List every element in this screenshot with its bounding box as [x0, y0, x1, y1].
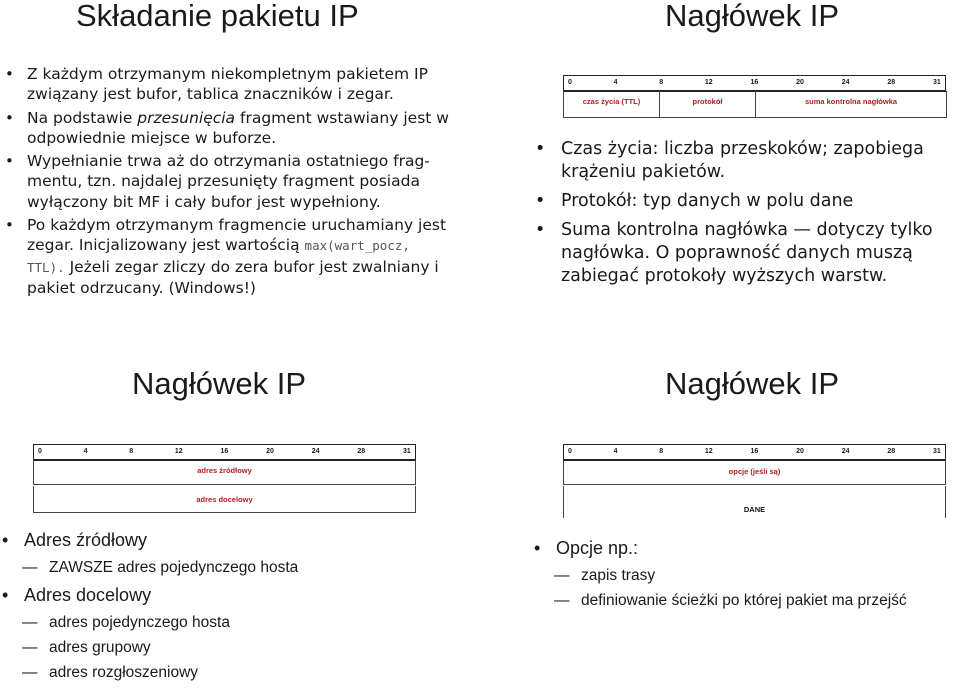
bit-tick-label: 8	[659, 448, 664, 455]
bit-tick-label: 24	[311, 448, 320, 455]
bit-tick-label: 31	[933, 448, 941, 455]
list-subitem	[0, 558, 440, 578]
bit-tick-label: 4	[613, 79, 618, 86]
list-subitem	[0, 663, 440, 683]
slide-1-bullet	[5, 215, 450, 298]
bullet-code: max(wart_pocz, TTL).	[27, 238, 410, 275]
dash-icon: —	[22, 614, 38, 631]
dash-icon: —	[22, 639, 38, 656]
item-text: Adres docelowy	[24, 585, 152, 605]
checksum-field: suma kontrolna nagłówka	[755, 91, 947, 118]
bullet-text: Z każdym otrzymanym niekompletnym pakietem IP związany jest bufor, tablica znaczników i zegar.	[27, 65, 428, 104]
slide-1-bullet-list	[5, 64, 450, 301]
ttl-field: czas życia (TTL)	[563, 91, 660, 118]
bullet-icon: •	[2, 585, 9, 605]
item-text: definiowanie ścieżki po której pakiet ma przejść	[581, 592, 907, 609]
bullet-text: Suma kontrolna nagłówka — dotyczy tylko nagłówka. O poprawność danych muszą zabiegać protokoły wyższych warstw.	[561, 220, 933, 286]
dash-icon: —	[554, 567, 570, 584]
bit-tick-label: 12	[704, 79, 713, 86]
bullet-icon: •	[5, 216, 14, 235]
slide-1-bullet	[5, 108, 450, 149]
item-text: Adres źródłowy	[24, 530, 148, 550]
slide-2-bullet	[535, 219, 945, 288]
bit-ruler	[33, 444, 416, 461]
slide-3-title: Nagłówek IP	[132, 366, 307, 401]
bullet-text: Jeżeli zegar zliczy do zera bufor jest zwalniany i pakiet odrzucany. (Windows!)	[27, 257, 439, 297]
ip-header-diagram	[33, 444, 416, 516]
bullet-icon: •	[534, 538, 541, 558]
bit-tick-label: 16	[750, 448, 759, 455]
dash-icon: —	[22, 559, 38, 576]
bullet-icon: •	[5, 108, 14, 127]
bit-tick-label: 8	[129, 448, 134, 455]
dash-icon: —	[554, 592, 570, 609]
bit-tick-label: 28	[357, 448, 366, 455]
source-address-field: adres źródłowy	[33, 460, 416, 485]
slide-2-bullet-list	[535, 138, 945, 294]
bullet-text: Wypełnianie trwa aż do otrzymania ostatniego frag-mentu, tzn. najdalej przesunięty fragment posiada wyłączony bit MF i cały bufor jest wypełniony.	[27, 152, 430, 211]
slide-4-title: Nagłówek IP	[665, 366, 840, 401]
bullet-text: Po każdym otrzymanym fragmencie uruchamiany jest zegar. Inicjalizowany jest wartością	[27, 216, 447, 255]
bit-tick-label: 16	[220, 448, 229, 455]
list-item	[532, 536, 952, 560]
bit-tick-label: 16	[750, 79, 759, 86]
data-field: DANE	[563, 486, 946, 518]
bullet-text: fragment wstawiany jest w odpowiednie miejsce w buforze.	[27, 108, 449, 147]
bullet-icon: •	[535, 220, 546, 240]
item-text: adres grupowy	[49, 639, 151, 656]
slide-2-title: Nagłówek IP	[665, 0, 840, 33]
bit-ruler	[563, 444, 946, 461]
slide-4-list	[532, 536, 952, 616]
list-subitem	[532, 566, 952, 586]
ip-header-diagram	[563, 75, 946, 119]
bit-tick-label: 31	[403, 448, 411, 455]
bit-ruler	[563, 75, 946, 92]
list-item	[0, 528, 440, 552]
bit-tick-label: 20	[796, 79, 804, 86]
bit-tick-label: 8	[659, 79, 664, 86]
bullet-icon: •	[5, 152, 14, 171]
bit-tick-label: 4	[83, 448, 88, 455]
bit-tick-label: 0	[38, 448, 42, 455]
bit-tick-label: 20	[266, 448, 274, 455]
list-subitem	[0, 613, 440, 633]
bit-tick-label: 24	[841, 79, 850, 86]
item-text: zapis trasy	[581, 567, 656, 584]
bit-tick-label: 0	[568, 79, 572, 86]
slide-2-bullet	[535, 138, 945, 184]
destination-address-field: adres docelowy	[33, 486, 416, 513]
bullet-emphasis: przesunięcia	[137, 108, 236, 127]
slide-2-bullet	[535, 190, 945, 213]
slide-1-title: Składanie pakietu IP	[76, 0, 359, 33]
bit-tick-label: 0	[568, 448, 572, 455]
slide-1-bullet	[5, 64, 450, 105]
ip-header-diagram	[563, 444, 946, 522]
bit-tick-label: 24	[841, 448, 850, 455]
bullet-text: Na podstawie	[27, 108, 138, 127]
item-text: adres rozgłoszeniowy	[49, 664, 199, 681]
bullet-icon: •	[535, 139, 546, 159]
slide-3-list	[0, 528, 440, 688]
list-subitem	[0, 638, 440, 658]
bullet-icon: •	[2, 530, 9, 550]
bullet-icon: •	[535, 191, 546, 211]
slide-1-bullet	[5, 151, 450, 212]
item-text: adres pojedynczego hosta	[49, 614, 230, 631]
bullet-text: Protokół: typ danych w polu dane	[561, 191, 854, 211]
dash-icon: —	[22, 664, 38, 681]
bit-tick-label: 12	[174, 448, 183, 455]
list-subitem	[532, 591, 952, 611]
list-item	[0, 583, 440, 607]
item-text: Opcje np.:	[556, 538, 639, 558]
bit-tick-label: 4	[613, 448, 618, 455]
bit-tick-label: 12	[704, 448, 713, 455]
bit-tick-label: 20	[796, 448, 804, 455]
bit-tick-label: 28	[887, 79, 896, 86]
bit-tick-label: 31	[933, 79, 941, 86]
item-text: ZAWSZE adres pojedynczego hosta	[49, 559, 299, 576]
bit-tick-label: 28	[887, 448, 896, 455]
options-field: opcje (jeśli są)	[563, 460, 946, 485]
bullet-text: Czas życia: liczba przeskoków; zapobiega krążeniu pakietów.	[561, 139, 924, 182]
protocol-field: protokół	[659, 91, 756, 118]
bullet-icon: •	[5, 65, 14, 83]
